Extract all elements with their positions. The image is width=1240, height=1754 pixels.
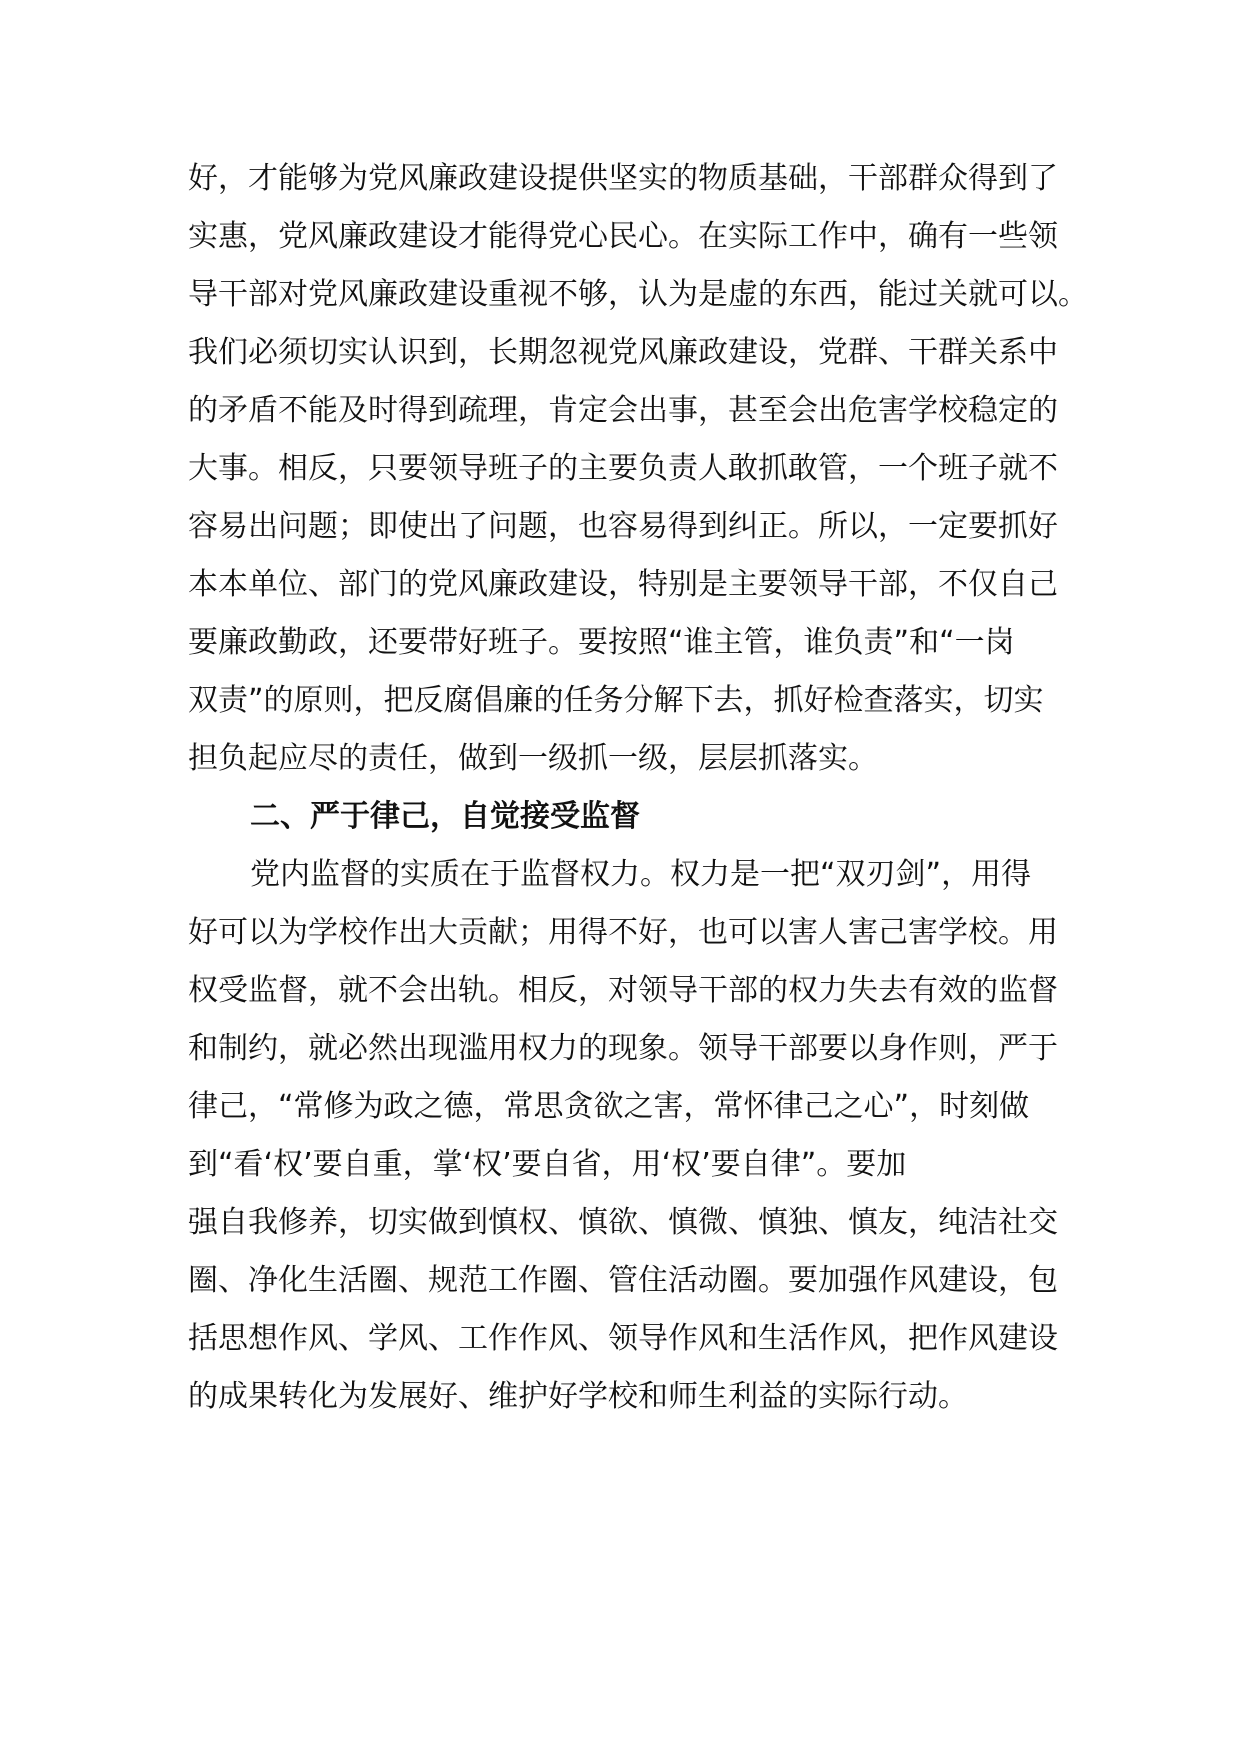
paragraph-line: 好可以为学校作出大贡献；用得不好，也可以害人害己害学校。用 [188, 915, 1058, 950]
paragraph-line: 双责”的原则，把反腐倡廉的任务分解下去，抓好检查落实，切实 [188, 683, 1044, 718]
paragraph-line: 大事。相反，只要领导班子的主要负责人敢抓敢管，一个班子就不 [188, 451, 1058, 486]
paragraph-line: 强自我修养，切实做到慎权、慎欲、慎微、慎独、慎友，纯洁社交 [188, 1205, 1058, 1240]
paragraph-line: 的矛盾不能及时得到疏理，肯定会出事，甚至会出危害学校稳定的 [188, 393, 1058, 428]
paragraph-line: 律己，“常修为政之德，常思贪欲之害，常怀律己之心”，时刻做 [188, 1089, 1030, 1124]
paragraph-line: 我们必须切实认识到，长期忽视党风廉政建设，党群、干群关系中 [188, 335, 1058, 370]
paragraph-line: 到“看‘权’要自重，掌‘权’要自省，用‘权’要自律”。要加 [188, 1147, 907, 1182]
paragraph-line: 导干部对党风廉政建设重视不够，认为是虚的东西，能过关就可以。 [188, 277, 1088, 312]
paragraph-line: 党内监督的实质在于监督权力。权力是一把“双刃剑”，用得 [250, 857, 1032, 892]
paragraph-line: 要廉政勤政，还要带好班子。要按照“谁主管，谁负责”和“一岗 [188, 625, 1015, 660]
section-heading: 二、严于律己，自觉接受监督 [250, 799, 640, 834]
paragraph-line: 的成果转化为发展好、维护好学校和师生利益的实际行动。 [188, 1379, 968, 1414]
paragraph-line: 容易出问题；即使出了问题，也容易得到纠正。所以，一定要抓好 [188, 509, 1058, 544]
paragraph-line: 权受监督，就不会出轨。相反，对领导干部的权力失去有效的监督 [188, 973, 1058, 1008]
paragraph-line: 担负起应尽的责任，做到一级抓一级，层层抓落实。 [188, 741, 878, 776]
paragraph-line: 括思想作风、学风、工作作风、领导作风和生活作风，把作风建设 [188, 1321, 1058, 1356]
paragraph-line: 本本单位、部门的党风廉政建设，特别是主要领导干部，不仅自己 [188, 567, 1058, 602]
paragraph-line: 实惠，党风廉政建设才能得党心民心。在实际工作中，确有一些领 [188, 219, 1058, 254]
paragraph-line: 好，才能够为党风廉政建设提供坚实的物质基础，干部群众得到了 [188, 161, 1058, 196]
paragraph-line: 和制约，就必然出现滥用权力的现象。领导干部要以身作则，严于 [188, 1031, 1058, 1066]
paragraph-line: 圈、净化生活圈、规范工作圈、管住活动圈。要加强作风建设，包 [188, 1263, 1058, 1298]
